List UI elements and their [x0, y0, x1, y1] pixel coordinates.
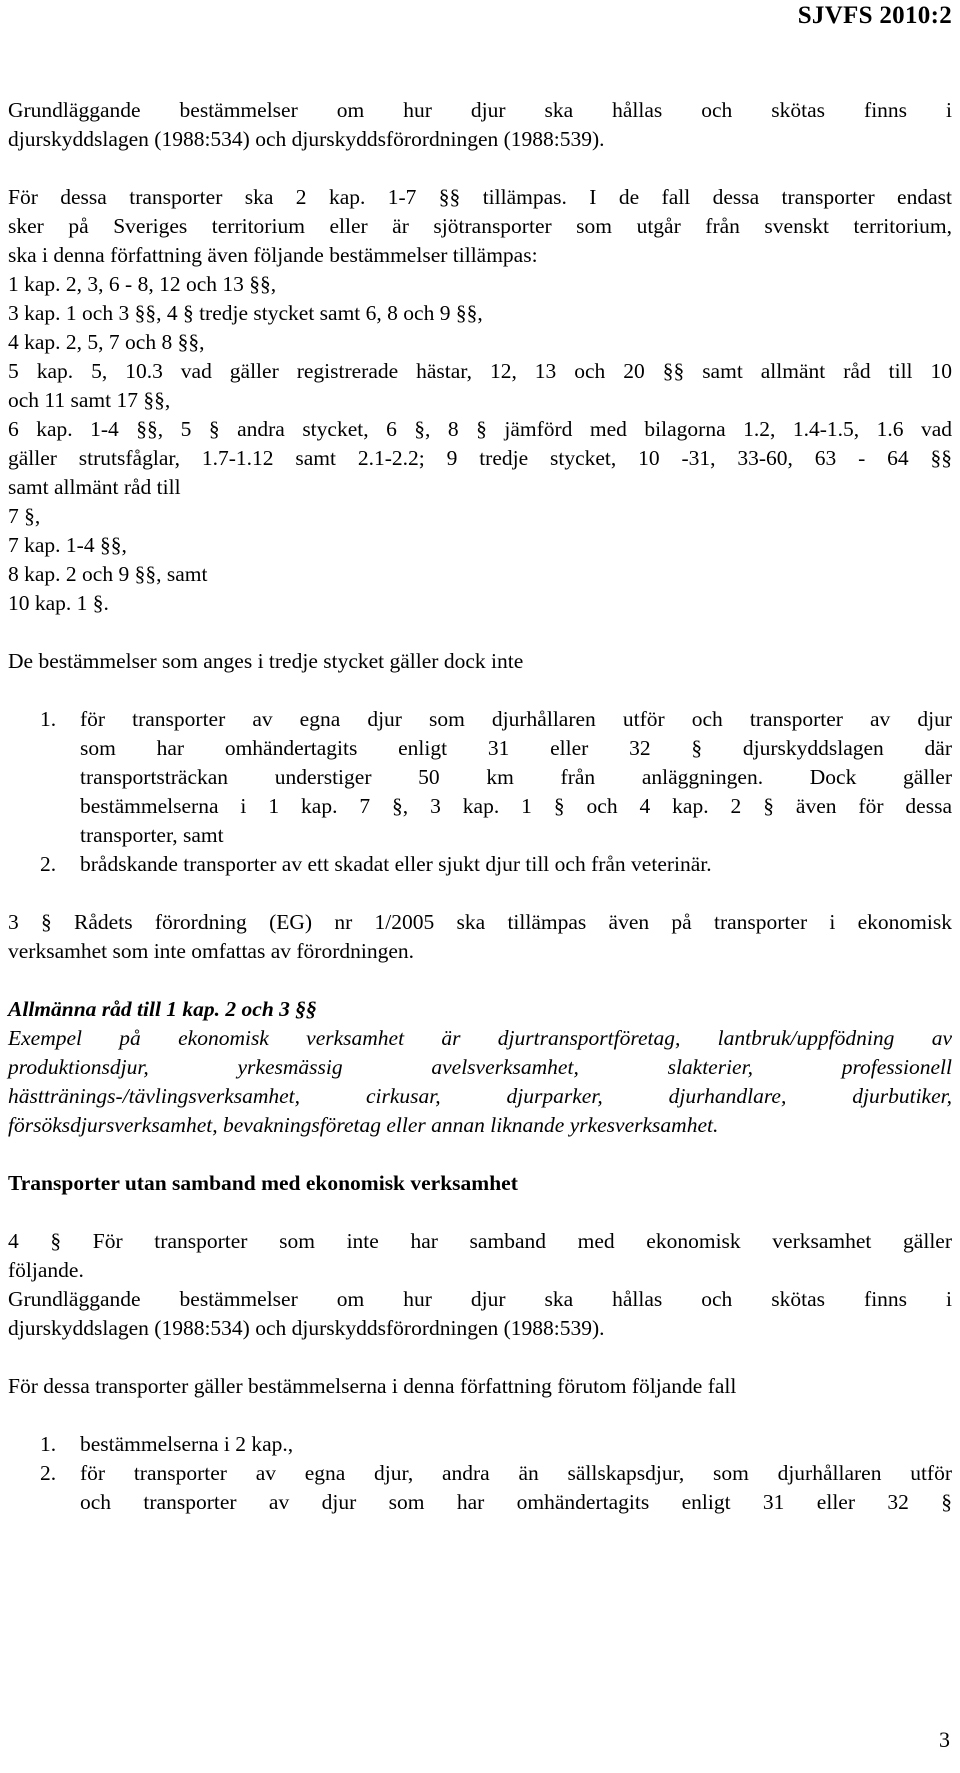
paragraph-line: 8 kap. 2 och 9 §§, samt: [8, 562, 208, 586]
paragraph-line: 7 kap. 1-4 §§,: [8, 533, 127, 557]
paragraph-line: 4 kap. 2, 5, 7 och 8 §§,: [8, 330, 205, 354]
paragraph-line: Grundläggande bestämmelser om hur djur ska hållas och skötas finns i: [8, 98, 952, 122]
paragraph-line: 10 kap. 1 §.: [8, 591, 109, 615]
document-reference: SJVFS 2010:2: [797, 2, 952, 29]
list-item-line: för transporter av egna djur som djurhållaren utför och transporter av djur: [80, 707, 952, 731]
list-item-line: transporter, samt: [80, 823, 224, 847]
list-item-line: bestämmelserna i 2 kap.,: [80, 1432, 294, 1456]
advice-line: hästtränings-/tävlingsverksamhet, cirkusar, djurparker, djurhandlare, djurbutiker,: [8, 1084, 952, 1108]
advice-line: Exempel på ekonomisk verksamhet är djurtransportföretag, lantbruk/uppfödning av: [8, 1026, 952, 1050]
paragraph-line: djurskyddslagen (1988:534) och djurskyddsförordningen (1988:539).: [8, 1316, 605, 1340]
paragraph-line: 3 § Rådets förordning (EG) nr 1/2005 ska tillämpas även på transporter i ekonomisk: [8, 910, 952, 934]
paragraph-line: För dessa transporter gäller bestämmelserna i denna författning förutom följande fall: [8, 1374, 737, 1398]
list-item-line: som har omhändertagits enligt 31 eller 32 § djurskyddslagen där: [80, 736, 952, 760]
paragraph-line: verksamhet som inte omfattas av förordningen.: [8, 939, 415, 963]
paragraph-line: 1 kap. 2, 3, 6 - 8, 12 och 13 §§,: [8, 272, 277, 296]
list-item-line: för transporter av egna djur, andra än sällskapsdjur, som djurhållaren utför: [80, 1461, 952, 1485]
paragraph-line: sker på Sveriges territorium eller är sjötransporter som utgår från svenskt territorium,: [8, 214, 952, 238]
advice-line: försöksdjursverksamhet, bevakningsföretag eller annan liknande yrkesverksamhet.: [8, 1113, 719, 1137]
paragraph-line: De bestämmelser som anges i tredje stycket gäller dock inte: [8, 649, 524, 673]
list-item-line: och transporter av djur som har omhändertagits enligt 31 eller 32 §: [80, 1490, 952, 1514]
paragraph-line: 5 kap. 5, 10.3 vad gäller registrerade hästar, 12, 13 och 20 §§ samt allmänt råd till 10: [8, 359, 952, 383]
paragraph-line: 3 kap. 1 och 3 §§, 4 § tredje stycket samt 6, 8 och 9 §§,: [8, 301, 483, 325]
section-heading: Allmänna råd till 1 kap. 2 och 3 §§: [8, 997, 317, 1021]
list-item-line: transportsträckan understiger 50 km från anläggningen. Dock gäller: [80, 765, 952, 789]
list-number: 1.: [40, 707, 57, 731]
paragraph-line: 7 §,: [8, 504, 41, 528]
advice-line: produktionsdjur, yrkesmässig avelsverksamhet, slakterier, professionell: [8, 1055, 952, 1079]
section-heading: Transporter utan samband med ekonomisk verksamhet: [8, 1171, 518, 1195]
paragraph-line: För dessa transporter ska 2 kap. 1-7 §§ tillämpas. I de fall dessa transporter endast: [8, 185, 952, 209]
paragraph-line: samt allmänt råd till: [8, 475, 181, 499]
paragraph-line: följande.: [8, 1258, 84, 1282]
paragraph-line: gäller strutsfåglar, 1.7-1.12 samt 2.1-2.2; 9 tredje stycket, 10 -31, 33-60, 63 - 64 §§: [8, 446, 952, 470]
list-number: 1.: [40, 1432, 57, 1456]
paragraph-line: och 11 samt 17 §§,: [8, 388, 171, 412]
list-number: 2.: [40, 852, 57, 876]
paragraph-line: 6 kap. 1-4 §§, 5 § andra stycket, 6 §, 8 § jämförd med bilagorna 1.2, 1.4-1.5, 1.6 vad: [8, 417, 952, 441]
paragraph-line: 4 § För transporter som inte har samband med ekonomisk verksamhet gäller: [8, 1229, 952, 1253]
page-number: 3: [939, 1727, 950, 1752]
paragraph-line: Grundläggande bestämmelser om hur djur ska hållas och skötas finns i: [8, 1287, 952, 1311]
paragraph-line: djurskyddslagen (1988:534) och djurskyddsförordningen (1988:539).: [8, 127, 605, 151]
list-item-line: bestämmelserna i 1 kap. 7 §, 3 kap. 1 § och 4 kap. 2 § även för dessa: [80, 794, 952, 818]
list-item-line: brådskande transporter av ett skadat eller sjukt djur till och från veterinär.: [80, 852, 712, 876]
paragraph-line: ska i denna författning även följande bestämmelser tillämpas:: [8, 243, 538, 267]
list-number: 2.: [40, 1461, 57, 1485]
